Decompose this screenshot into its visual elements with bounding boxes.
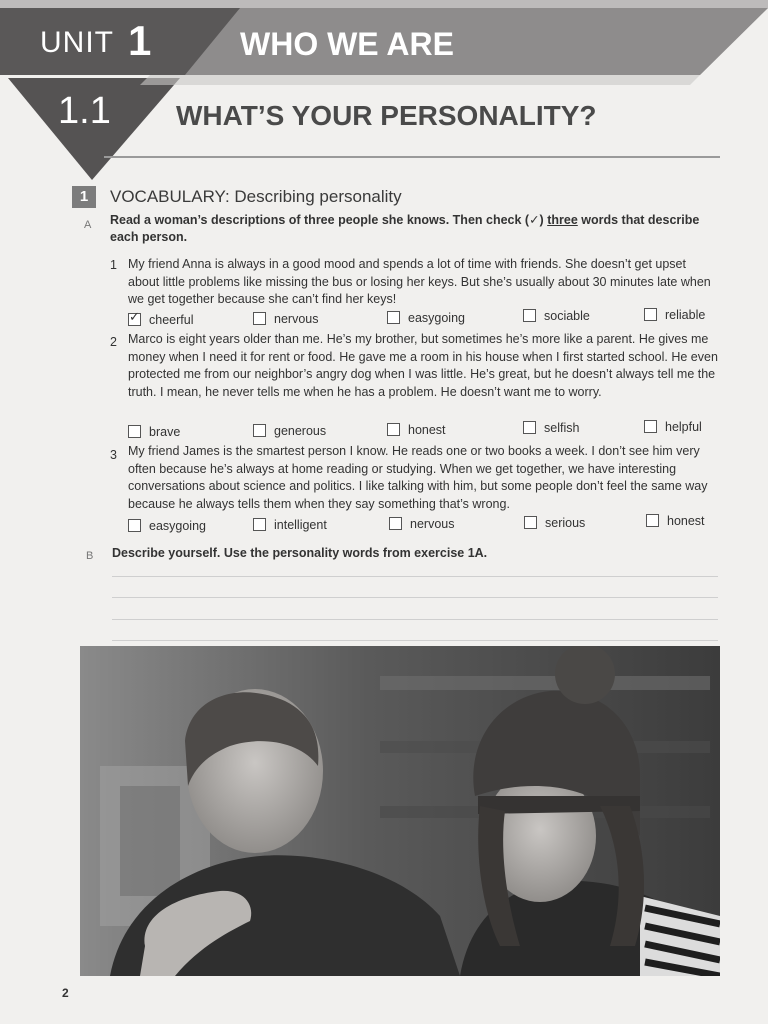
item-1-number: 1	[110, 258, 117, 272]
checkbox-intelligent[interactable]: intelligent	[253, 518, 327, 533]
page-number: 2	[62, 986, 69, 1000]
checkbox-box[interactable]	[387, 311, 400, 324]
writing-line[interactable]	[112, 619, 718, 620]
checkbox-box[interactable]	[523, 309, 536, 322]
section-title: VOCABULARY: Describing personality	[110, 187, 402, 206]
checkbox-box[interactable]	[253, 424, 266, 437]
checkbox-box[interactable]	[646, 514, 659, 527]
writing-line[interactable]	[112, 576, 718, 577]
checkbox-reliable[interactable]: reliable	[644, 308, 705, 323]
writing-line[interactable]	[112, 640, 718, 641]
checkbox-generous[interactable]: generous	[253, 424, 326, 439]
unit-title: WHO WE ARE	[240, 26, 454, 62]
unit-label: UNIT	[40, 26, 114, 59]
emphasis-three: three	[547, 213, 578, 227]
checkbox-easygoing[interactable]: easygoing	[387, 311, 465, 326]
checkbox-box[interactable]	[128, 425, 141, 438]
checkbox-box[interactable]	[523, 421, 536, 434]
checkbox-box[interactable]	[389, 517, 402, 530]
item-3-text: My friend James is the smartest person I know. He reads one or two books a week. I don’t see him very often because he’s always at home reading or studying. When we get together, we have interesting conversations about science and politics. I like talking with him, but some people don’t feel the same way because he always tells them when they say something that’s wrong.	[128, 444, 708, 511]
checkbox-box[interactable]	[644, 308, 657, 321]
item-3-number: 3	[110, 448, 117, 462]
checkbox-honest[interactable]: honest	[387, 423, 446, 438]
section-number-badge: 1	[72, 186, 96, 208]
item-2-text: Marco is eight years older than me. He’s my brother, but sometimes he’s more like a parent. He gives me money when I need it for rent or food. He gave me a room in his house when I first started school. He even protected me from our neighbor’s angry dog when I was little. He’s great, but he doesn’t always tell me the truth. I mean, he never tells me when he has a problem. He doesn’t want me to worry.	[128, 332, 718, 399]
check-mark-icon: ✓	[129, 309, 140, 324]
item-1-text: My friend Anna is always in a good mood and spends a lot of time with friends. She doesn’t get upset about little problems like missing the bus or losing her keys. But she’s usually about 30 minutes late when we get together because she can’t find her keys!	[128, 257, 711, 306]
checkbox-box[interactable]	[128, 519, 141, 532]
writing-line[interactable]	[112, 597, 718, 598]
checkbox-nervous[interactable]: nervous	[253, 312, 318, 327]
checkbox-box[interactable]	[387, 423, 400, 436]
checkbox-brave[interactable]: brave	[128, 425, 180, 440]
item-2-number: 2	[110, 335, 117, 349]
checkbox-box[interactable]	[128, 309, 141, 326]
lesson-number: 1.1	[58, 90, 111, 132]
checkbox-box[interactable]	[253, 312, 266, 325]
exercise-b-letter: B	[86, 550, 94, 562]
exercise-a-letter: A	[84, 219, 92, 231]
exercise-b-instruction: Describe yourself. Use the personality words from exercise 1A.	[112, 546, 488, 560]
checkbox-box[interactable]	[253, 518, 266, 531]
checkbox-selfish[interactable]: selfish	[523, 421, 579, 436]
checkbox-helpful[interactable]: helpful	[644, 420, 702, 435]
checkbox-serious[interactable]: serious	[524, 516, 585, 531]
header-divider	[104, 156, 720, 158]
lesson-title: WHAT’S YOUR PERSONALITY?	[176, 100, 597, 131]
checkbox-sociable[interactable]: sociable	[523, 309, 590, 324]
checkbox-easygoing-2[interactable]: easygoing	[128, 519, 206, 534]
photo-two-students-reading	[80, 646, 720, 976]
checkbox-box[interactable]	[644, 420, 657, 433]
checkbox-box[interactable]	[524, 516, 537, 529]
checkbox-cheerful[interactable]: ✓ cheerful	[129, 309, 194, 327]
unit-number: 1	[128, 17, 152, 64]
checkbox-nervous-2[interactable]: nervous	[389, 517, 454, 532]
checkbox-honest-2[interactable]: honest	[646, 514, 705, 529]
exercise-a-instruction: Read a woman’s descriptions of three people she knows. Then check (✓) three words that describe each person.	[110, 213, 700, 244]
